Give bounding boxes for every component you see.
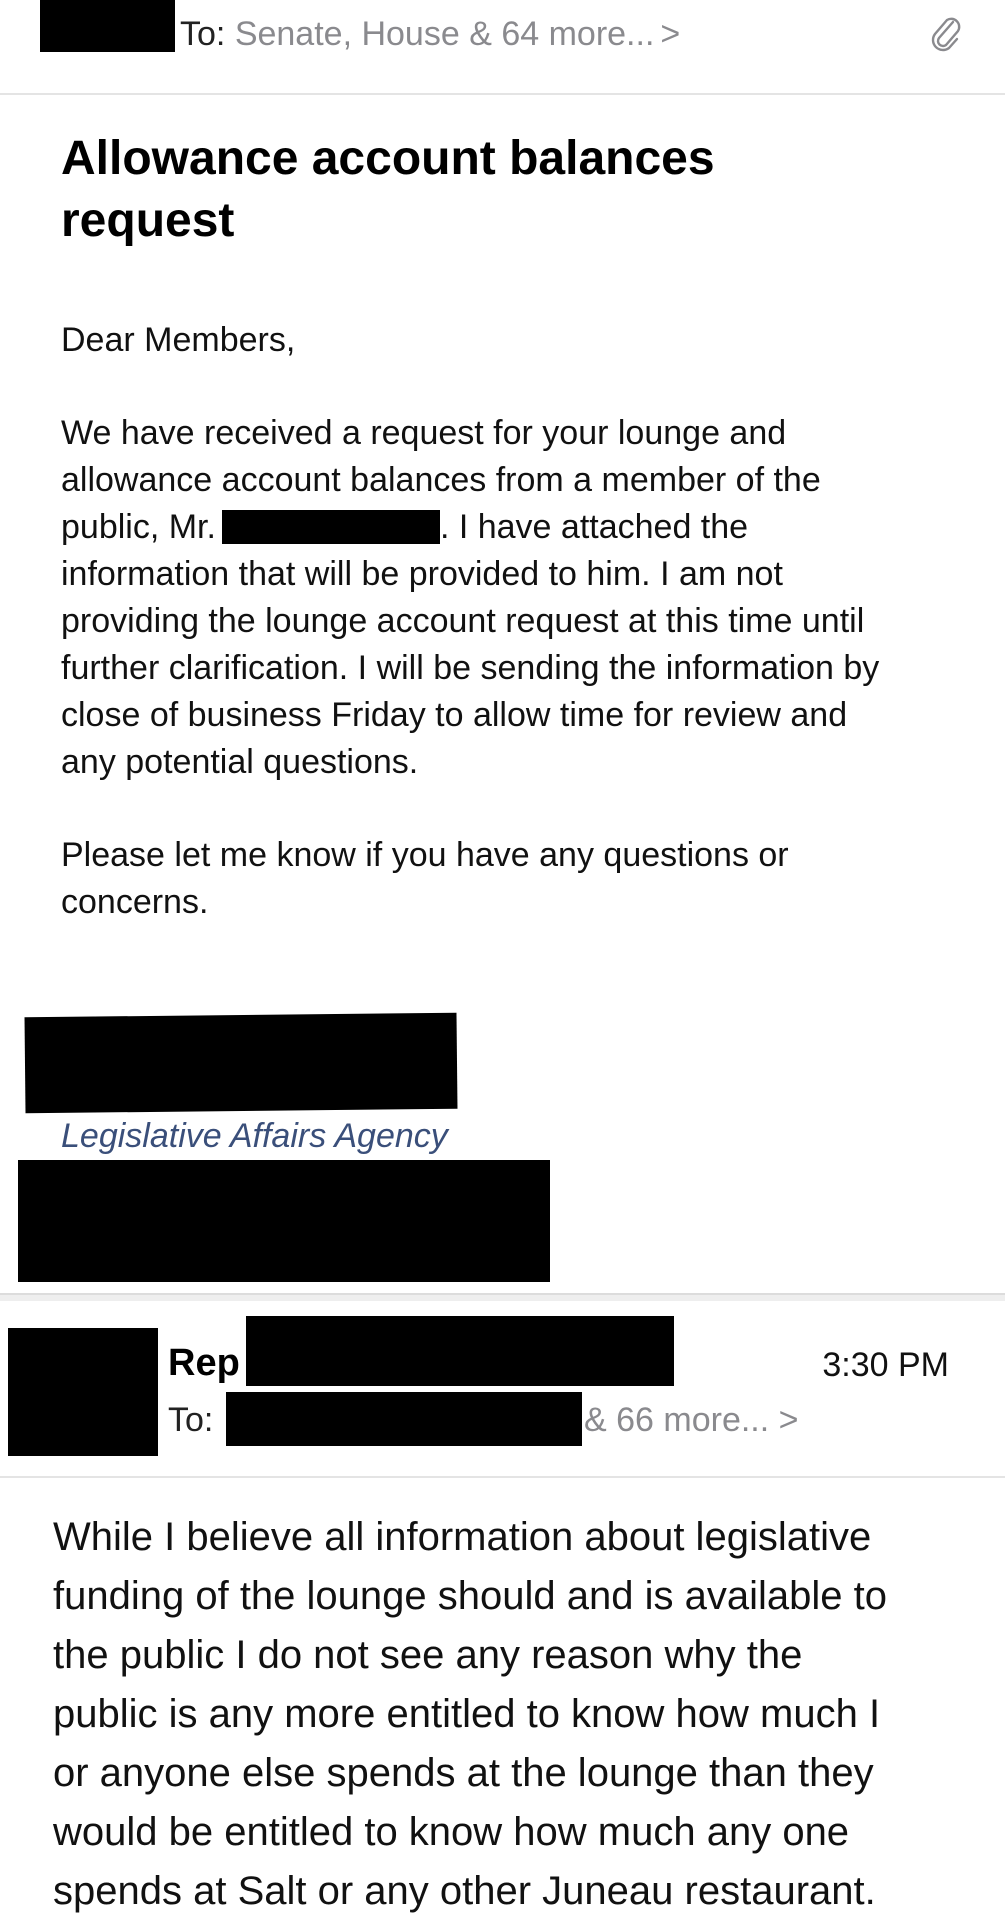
body-line: further clarification. I will be sending the information by [61, 649, 880, 687]
body-line: While I believe all information about legislative [53, 1515, 872, 1559]
redacted-sender [40, 0, 175, 52]
body-line-part: . I have attached the [439, 508, 749, 546]
redacted-name [222, 510, 440, 544]
body-line: providing the lounge account request at this time until [61, 602, 865, 640]
header-divider [0, 1476, 1005, 1478]
to-label: To: [168, 1401, 214, 1439]
body-line: or anyone else spends at the lounge than they [53, 1751, 874, 1795]
reply-body [53, 1508, 993, 1920]
body-line [61, 504, 981, 551]
recipients-summary[interactable]: Senate, House & 64 more... [234, 15, 655, 53]
redacted-signature-name [25, 1013, 458, 1114]
body-line: funding of the lounge should and is available to [53, 1574, 887, 1618]
redacted-signature-details [18, 1160, 550, 1282]
body-line: would be entitled to know how much any one [53, 1810, 850, 1854]
redacted-sender-name [246, 1316, 674, 1386]
body-line: any potential questions. [61, 743, 419, 781]
email-closing [61, 832, 981, 926]
closing-line: concerns. [61, 883, 209, 921]
email-greeting: Dear Members, [61, 321, 296, 359]
body-line: the public I do not see any reason why the [53, 1633, 803, 1677]
to-label: To: [180, 15, 226, 53]
body-line: allowance account balances from a member of the [61, 461, 821, 499]
body-line: spends at Salt or any other Juneau restaurant. [53, 1869, 876, 1913]
paperclip-icon[interactable] [929, 14, 963, 56]
recipients-more[interactable]: & 66 more... [584, 1401, 770, 1439]
recipients-line[interactable] [180, 14, 680, 54]
body-line: We have received a request for your lounge and [61, 414, 787, 452]
chevron-right-icon[interactable]: > [778, 1401, 799, 1439]
redacted-avatar [8, 1328, 158, 1456]
sender-name[interactable]: Rep [168, 1342, 240, 1384]
body-line: close of business Friday to allow time for review and [61, 696, 848, 734]
message-divider [0, 1293, 1005, 1301]
subject-line: request [61, 194, 235, 247]
signature-agency: Legislative Affairs Agency [61, 1117, 448, 1155]
body-line-part: public, Mr. [61, 508, 216, 546]
subject-line: Allowance account balances [61, 132, 715, 185]
message-time: 3:30 PM [822, 1346, 949, 1384]
body-line: public is any more entitled to know how much I [53, 1692, 881, 1736]
recipients-summary[interactable] [584, 1398, 799, 1442]
email-subject [61, 128, 961, 252]
closing-line: Please let me know if you have any questions or [61, 836, 789, 874]
redacted-recipients [226, 1392, 582, 1446]
body-line: information that will be provided to him. I am not [61, 555, 783, 593]
recipients-row[interactable] [0, 0, 1005, 95]
email-body [61, 410, 981, 786]
chevron-right-icon[interactable]: > [660, 15, 681, 53]
